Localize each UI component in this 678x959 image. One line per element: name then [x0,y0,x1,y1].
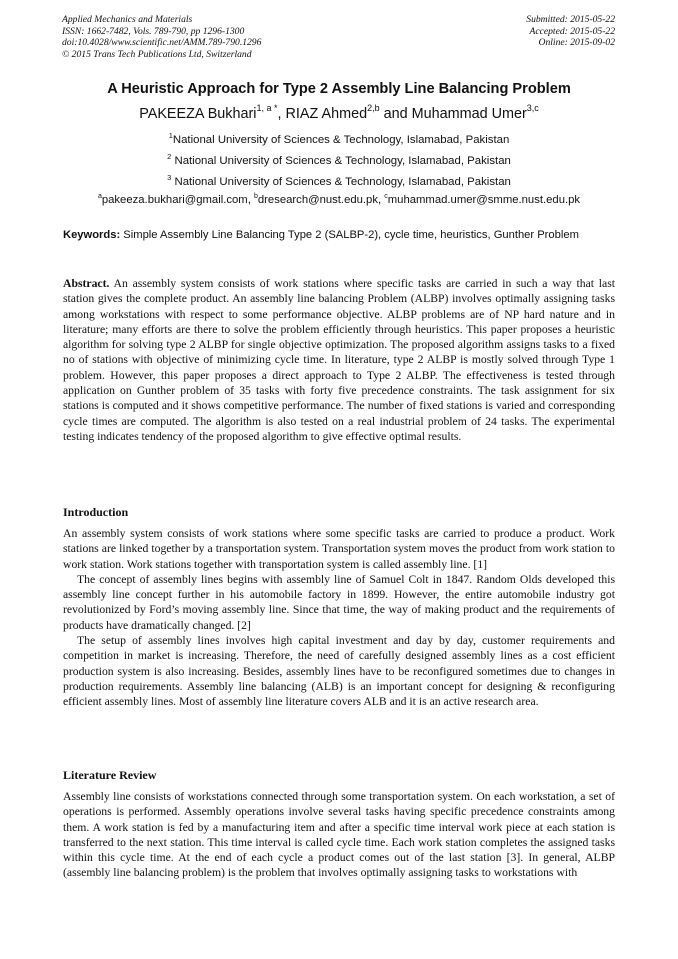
submitted-date: Submitted: 2015-05-22 [526,14,615,25]
author-name: PAKEEZA Bukhari [139,105,257,122]
affiliation [0,131,678,146]
abstract-text: An assembly system consists of work stations where specific tasks are carried in such a way that last station gives the complete product. An assembly line balancing Problem (ALBP) involves optimally assigning tasks among workstations with respect to some performance objective. ALBP problems are of NP hard nature and in literature; many efforts are there to solve the problem efficiently through heuristics. This paper proposes a heuristic algorithm for solving type 2 ALBP for single objective optimization. The proposed algorithm assigns tasks to a fixed no of stations with objective of minimizing cycle time. In literature, type 2 ALBP is mostly solved through Type 1 problem. However, this paper proposes a direct approach to Type 2 ALBP. The effectiveness is tested through application on Gunther problem of 35 tasks with forty five precedence constraints. The task assignment for six stations is computed and it shows competitive performance. The number of fixed stations is varied and corresponding cycle times are computed. The algorithm is also tested on a real industrial problem of 24 tasks. The experimental testing indicates tendency of the proposed algorithm to give effective optimal results. [63,277,615,443]
author-name: RIAZ Ahmed [285,105,368,122]
paper-title: A Heuristic Approach for Type 2 Assembly Line Balancing Problem [107,81,571,97]
abstract-label: Abstract. [63,277,110,290]
journal-info [62,14,261,60]
affiliation-text: National University of Sciences & Technology, Islamabad, Pakistan [171,175,511,188]
email-address: muhammad.umer@smme.nust.edu.pk [387,193,581,206]
affiliation-marker: 1 [168,131,173,140]
journal-issn: ISSN: 1662-7482, Vols. 789-790, pp 1296-1300 [62,25,245,37]
affiliation [0,152,678,167]
accepted-date: Accepted: 2015-05-22 [529,25,615,37]
publication-dates [526,14,615,49]
introduction-section [63,526,615,710]
literature-section [63,789,615,881]
online-date: Online: 2015-09-02 [538,37,615,48]
affiliation [0,173,678,188]
author-list [0,104,678,122]
journal-name: Applied Mechanics and Materials [62,14,193,25]
journal-copyright: © 2015 Trans Tech Publications Ltd, Switzerland [62,48,252,60]
paragraph: The concept of assembly lines begins with assembly line of Samuel Colt in 1847. Random Olds developed this assembly line concept further in his automobile factory in 1899. However, the entire automobile industry got revolutionized by Ford’s moving assembly line. Since that time, the way of making product and the requirements of products have dramatically changed. [2] [63,572,615,632]
email-marker: c [384,193,388,200]
email-address: pakeeza.bukhari@gmail.com, [101,193,254,206]
keywords-text: Simple Assembly Line Balancing Type 2 (SALBP-2), cycle time, heuristics, Gunther Problem [120,229,579,241]
email-marker: a [97,193,102,200]
section-heading-literature-review: Literature Review [63,768,157,782]
keywords-label: Keywords: [63,229,121,241]
author-marker: 1, a * [256,103,278,113]
author-name: Muhammad Umer [411,105,527,122]
journal-doi: doi:10.4028/www.scientific.net/AMM.789-790.1296 [62,37,262,48]
section-heading-introduction: Introduction [63,505,129,519]
affiliation-text: National University of Sciences & Technology, Islamabad, Pakistan [172,133,510,146]
paragraph: Assembly line consists of workstations connected through some transportation system. On each workstation, a set of operations is performed. Assembly operations involve several tasks having specific precedence constraints among them. A work station is fed by a manufacturing item and after a specific time interval work piece at each station is transferred to the next station. This time interval is called cycle time. Each work station completes the assigned tasks within this cycle time. At the end of each cycle a product comes out of the last station [3]. In general, ALBP (assembly line balancing problem) is the problem that involves optimally assigning tasks to workstations with [63,790,615,880]
email-address: dresearch@nust.edu.pk, [257,193,385,206]
author-marker: 2,b [367,103,380,113]
paragraph: An assembly system consists of work stations where some specific tasks are carried to produce a product. Work stations are linked together by a transportation system. Transportation system moves the product from work station to work station. Work stations together with transportation system is called assembly line. [1] [63,527,615,571]
author-separator: and [379,105,412,122]
abstract [63,276,615,444]
keywords [63,228,615,243]
affiliation-marker: 3 [167,173,172,182]
paragraph: The setup of assembly lines involves high capital investment and day by day, customer requirements and competition in market is increasing. Therefore, the need of carefully designed assembly lines as a cost efficient production system is also increasing. Besides, assembly lines have to be reconfigured sometimes due to changes in production requirements. Assembly line balancing (ALB) is an important concept for designing & reconfiguring efficient assembly lines. Most of assembly line literature covers ALB and it is an active research area. [63,634,615,709]
abstract-paragraph [63,276,615,444]
author-emails [0,193,678,206]
affiliation-marker: 2 [167,152,172,161]
affiliation-text: National University of Sciences & Technology, Islamabad, Pakistan [171,154,511,167]
author-marker: 3,c [526,103,539,113]
author-separator: , [277,105,286,122]
email-marker: b [253,193,258,200]
